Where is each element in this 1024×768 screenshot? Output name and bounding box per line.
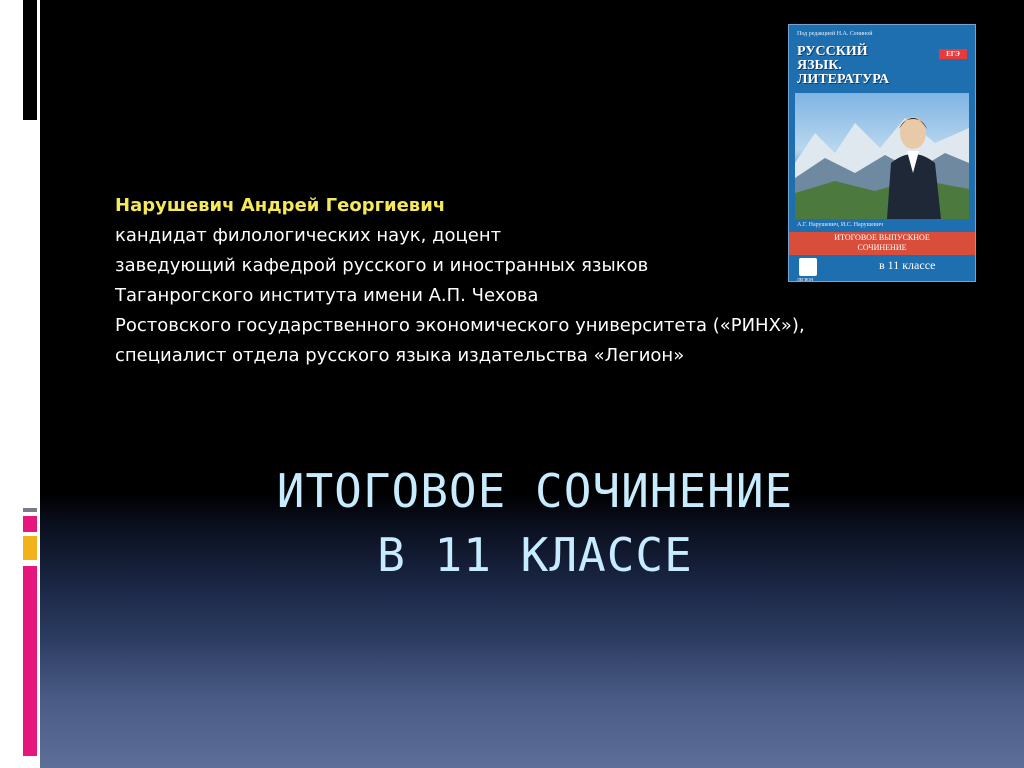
book-title-line: ЯЗЫК. [797,58,842,73]
author-university: Ростовского государственного экономического университета («РИНХ»), [115,315,805,336]
book-title-line: РУССКИЙ [797,44,868,59]
author-name: Нарушевич Андрей Георгиевич [115,195,446,216]
book-title [797,45,937,87]
book-title-line: ЛИТЕРАТУРА [797,72,890,87]
book-authors: А.Г. Нарушевич, И.С. Нарушевич [797,222,883,228]
book-grade: в 11 классе [879,258,936,272]
book-band-line: СОЧИНЕНИЕ [857,243,907,252]
author-info [115,191,935,371]
book-publisher: ЛЕГИОН [797,277,814,282]
book-badge: ЕГЭ [939,49,967,59]
book-band-line: ИТОГОВОЕ ВЫПУСКНОЕ [834,233,930,242]
accent-bar-black-1 [23,0,37,120]
slide-title [0,459,1024,587]
author-publisher-role: специалист отдела русского языка издательства «Легион» [115,345,685,366]
accent-bar-pink-long [23,566,37,756]
author-degree: кандидат филологических наук, доцент [115,225,502,246]
book-editor: Под редакцией Н.А. Сениной [797,31,873,37]
author-institute: Таганрогского института имени А.П. Чехова [115,285,539,306]
author-position: заведующий кафедрой русского и иностранных языков [115,255,649,276]
slide-title-line-1: ИТОГОВОЕ СОЧИНЕНИЕ [276,464,794,518]
slide-title-line-2: В 11 КЛАССЕ [377,528,693,582]
